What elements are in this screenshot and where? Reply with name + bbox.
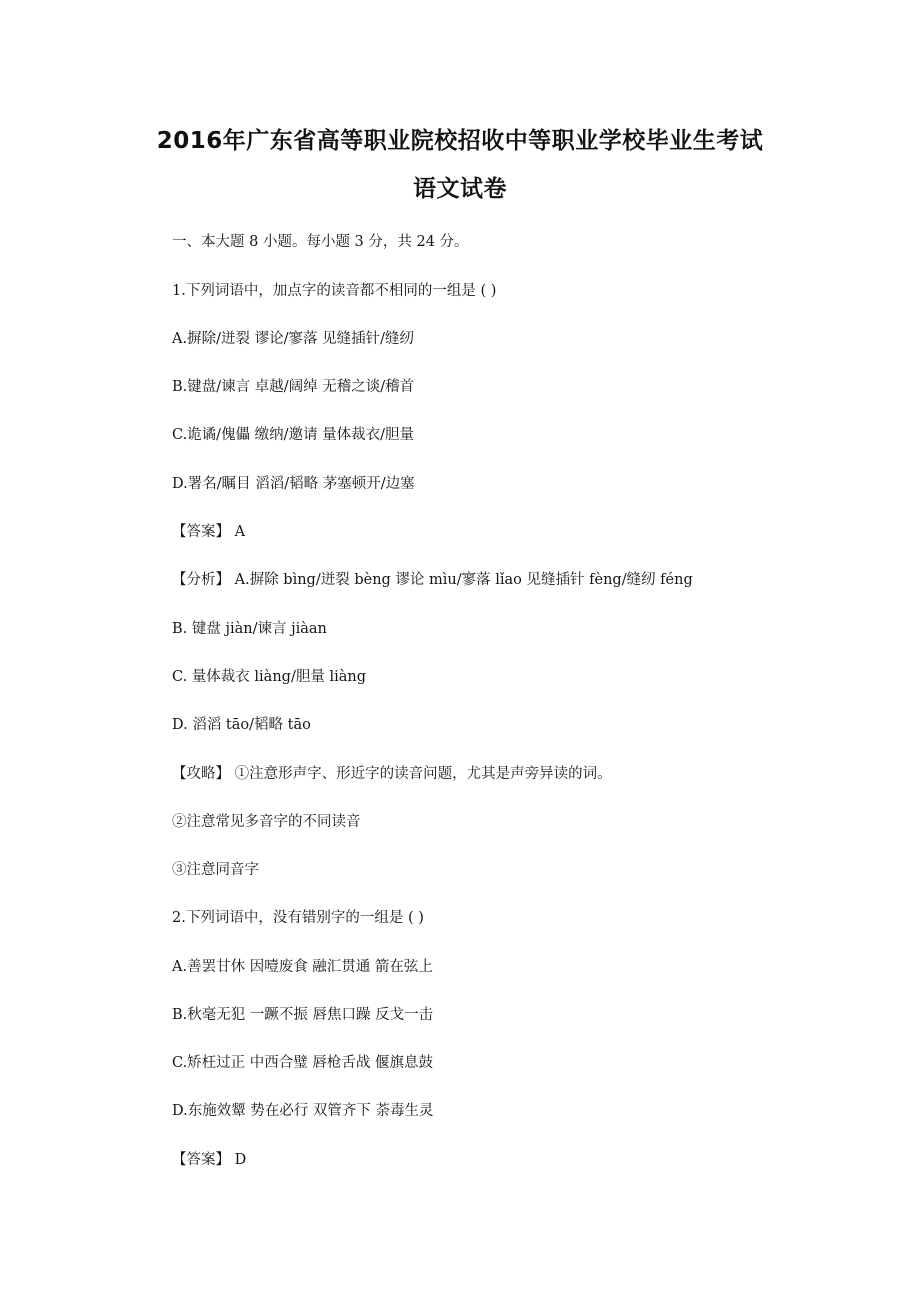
question-2-option-a: A.善罢甘休 因噎废食 融汇贯通 箭在弦上 [172, 959, 433, 975]
question-1-option-c: C.诡谲/傀儡 缴纳/邀请 量体裁衣/胆量 [172, 427, 415, 443]
question-2-option-b: B.秋毫无犯 一蹶不振 唇焦口躁 反戈一击 [172, 1007, 434, 1023]
question-1-strategy-3: ③注意同音字 [172, 862, 259, 878]
question-2-answer: 【答案】 D [172, 1152, 247, 1168]
question-1-analysis-d: D. 滔滔 tāo/韬略 tāo [172, 717, 311, 733]
question-1-strategy: 【攻略】 ①注意形声字、形近字的读音问题，尤其是声旁异读的词。 [172, 766, 612, 782]
document-title: 2016年广东省高等职业院校招收中等职业学校毕业生考试 [156, 128, 764, 154]
question-1-analysis-c: C. 量体裁衣 liàng/胆量 liàng [172, 669, 366, 685]
question-2-option-c: C.矫枉过正 中西合璧 唇枪舌战 偃旗息鼓 [172, 1055, 434, 1071]
question-1-answer: 【答案】 A [172, 524, 246, 540]
question-1-option-b: B.键盘/谏言 卓越/阔绰 无稽之谈/稽首 [172, 379, 415, 395]
document-subtitle: 语文试卷 [413, 176, 507, 202]
question-1-strategy-2: ②注意常见多音字的不同读音 [172, 814, 361, 830]
question-2-stem: 2.下列词语中，没有错别字的一组是 ( ) [172, 910, 424, 926]
question-1-analysis: 【分析】 A.摒除 bìng/迸裂 bèng 谬论 mìu/寥落 lǐao 见缝插针 fèng/缝纫 féng [172, 572, 693, 588]
question-1-stem: 1.下列词语中，加点字的读音都不相同的一组是 ( ) [172, 283, 497, 299]
question-1-option-a: A.摒除/迸裂 谬论/寥落 见缝插针/缝纫 [172, 331, 414, 347]
question-1-option-d: D.署名/瞩目 滔滔/韬略 茅塞顿开/边塞 [172, 476, 415, 492]
question-1-analysis-b: B. 键盘 jiàn/谏言 jiàan [172, 621, 327, 637]
section-heading: 一、本大题 8 小题。每小题 3 分，共 24 分。 [172, 234, 469, 250]
question-2-option-d: D.东施效颦 势在必行 双管齐下 荼毒生灵 [172, 1103, 434, 1119]
